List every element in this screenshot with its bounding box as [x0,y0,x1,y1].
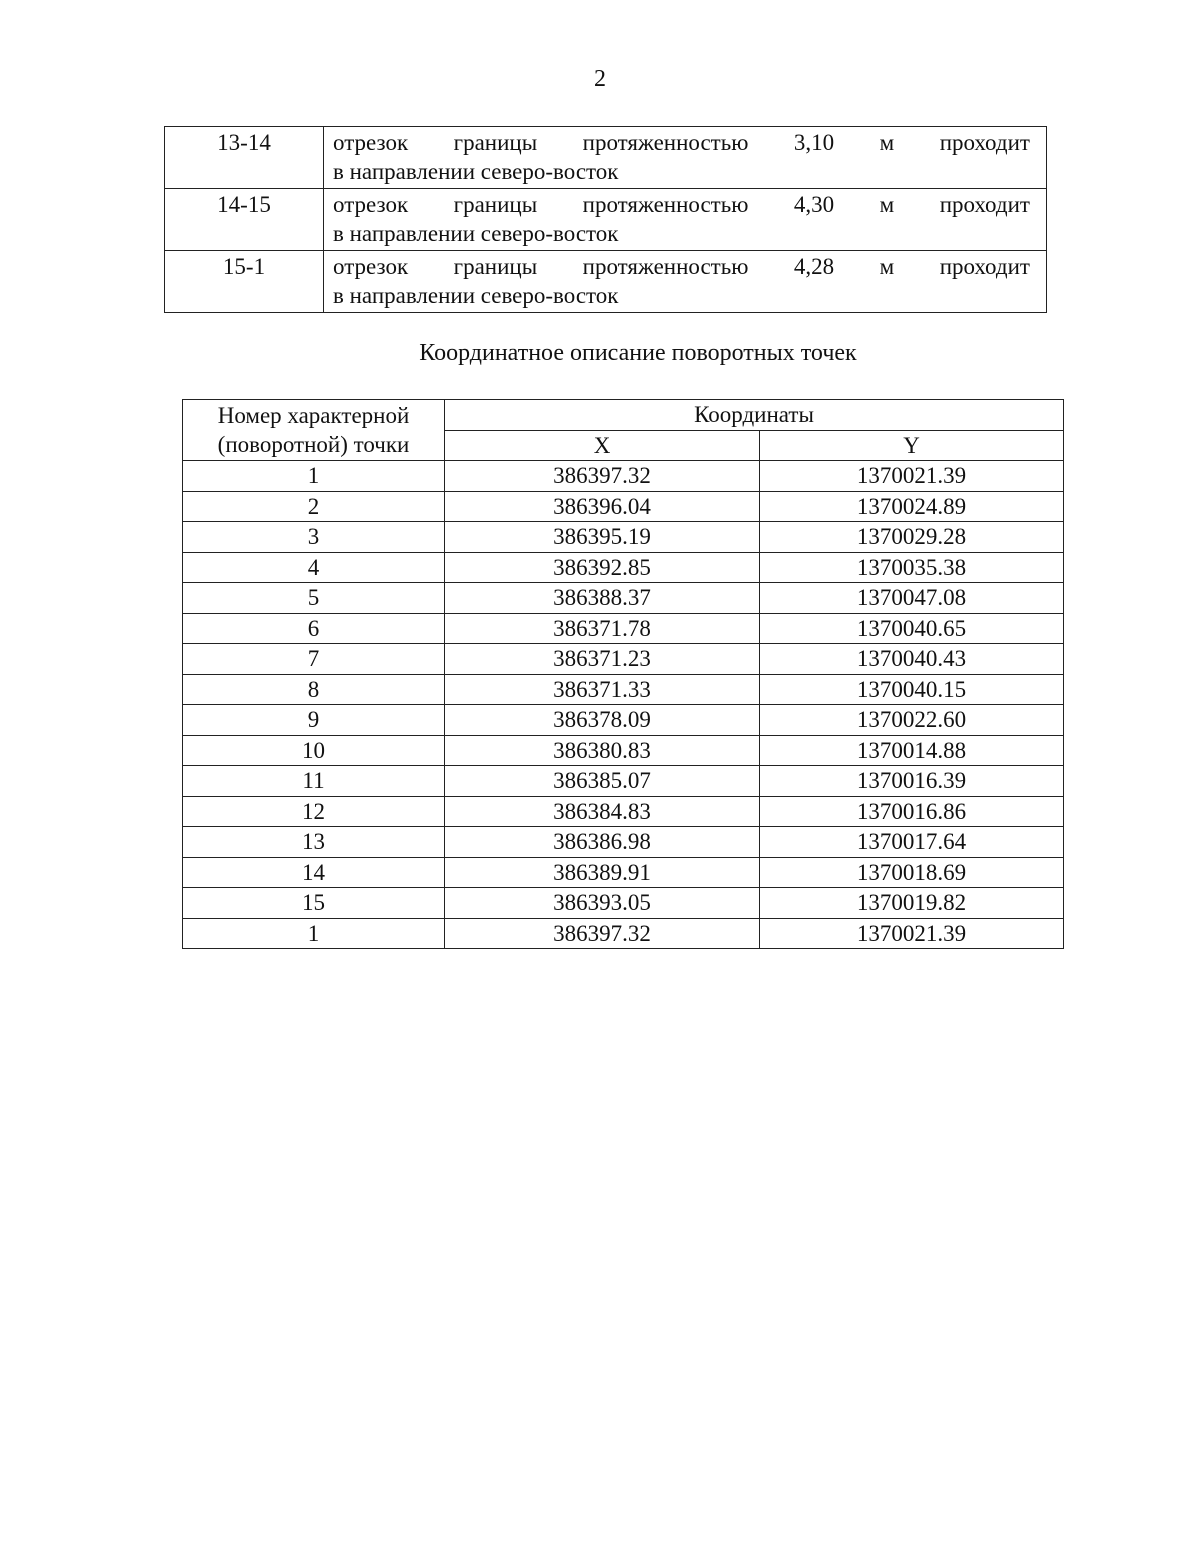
page-number: 2 [594,66,606,92]
x-coordinate-cell: 386386.98 [445,827,760,858]
y-coordinate-cell: 1370014.88 [760,735,1064,766]
segment-id: 13-14 [165,127,324,189]
y-coordinate-cell: 1370017.64 [760,827,1064,858]
segment-length: 4,30 [793,192,835,217]
x-coordinate-cell: 386371.23 [445,644,760,675]
y-coordinate-cell: 1370035.38 [760,552,1064,583]
point-number-cell: 11 [183,766,445,797]
point-number-cell: 9 [183,705,445,736]
table-row [183,827,1064,858]
table-row [183,857,1064,888]
x-coordinate-cell: 386396.04 [445,491,760,522]
table-row [165,189,1047,251]
coordinates-header: Координаты [445,400,1064,431]
point-number-cell: 1 [183,461,445,492]
x-column-header: X [445,430,760,461]
table-row [183,735,1064,766]
table-row [183,491,1064,522]
point-number-header [183,400,445,461]
segment-id: 14-15 [165,189,324,251]
segment-unit: м [879,192,895,217]
table-header-row [183,400,1064,431]
point-number-header-line1: Номер характерной [217,403,410,428]
coordinates-body [183,461,1064,949]
segment-word: протяженностью [582,254,749,279]
segment-description [324,127,1047,189]
segment-word: отрезок [333,254,409,279]
y-coordinate-cell: 1370047.08 [760,583,1064,614]
point-number-cell: 8 [183,674,445,705]
segment-word: границы [453,192,538,217]
point-number-cell: 4 [183,552,445,583]
segment-word: проходит [939,192,1030,217]
segment-word: границы [453,254,538,279]
x-coordinate-cell: 386395.19 [445,522,760,553]
x-coordinate-cell: 386371.33 [445,674,760,705]
table-row [183,674,1064,705]
y-coordinate-cell: 1370019.82 [760,888,1064,919]
y-coordinate-cell: 1370018.69 [760,857,1064,888]
table-row [183,888,1064,919]
segment-word: проходит [939,130,1030,155]
point-number-cell: 1 [183,918,445,949]
y-coordinate-cell: 1370016.39 [760,766,1064,797]
point-number-cell: 5 [183,583,445,614]
section-title: Координатное описание поворотных точек [419,340,857,366]
table-row [183,522,1064,553]
segment-word: протяженностью [582,130,749,155]
table-row [183,461,1064,492]
table-row [183,796,1064,827]
x-coordinate-cell: 386393.05 [445,888,760,919]
segment-word: границы [453,130,538,155]
boundary-segments-table [164,126,1047,313]
point-number-cell: 14 [183,857,445,888]
point-number-cell: 13 [183,827,445,858]
point-number-cell: 10 [183,735,445,766]
x-coordinate-cell: 386388.37 [445,583,760,614]
segment-direction: в направлении северо-восток [333,159,619,184]
x-coordinate-cell: 386397.32 [445,918,760,949]
table-row [183,552,1064,583]
x-coordinate-cell: 386380.83 [445,735,760,766]
table-row [183,583,1064,614]
table-row [183,644,1064,675]
table-row [183,766,1064,797]
table-row [183,613,1064,644]
x-coordinate-cell: 386385.07 [445,766,760,797]
point-number-cell: 7 [183,644,445,675]
point-number-cell: 2 [183,491,445,522]
point-number-cell: 3 [183,522,445,553]
segment-direction: в направлении северо-восток [333,221,619,246]
segment-id: 15-1 [165,251,324,313]
point-number-header-line2: (поворотной) точки [217,432,410,457]
segment-direction: в направлении северо-восток [333,283,619,308]
segment-word: отрезок [333,130,409,155]
segment-description [324,251,1047,313]
x-coordinate-cell: 386378.09 [445,705,760,736]
segment-word: проходит [939,254,1030,279]
y-coordinate-cell: 1370021.39 [760,461,1064,492]
segment-unit: м [879,254,895,279]
segment-word: отрезок [333,192,409,217]
x-coordinate-cell: 386392.85 [445,552,760,583]
point-number-cell: 12 [183,796,445,827]
y-coordinate-cell: 1370029.28 [760,522,1064,553]
segment-length: 4,28 [793,254,835,279]
point-number-cell: 6 [183,613,445,644]
y-coordinate-cell: 1370040.65 [760,613,1064,644]
x-coordinate-cell: 386384.83 [445,796,760,827]
y-coordinate-cell: 1370024.89 [760,491,1064,522]
y-column-header: Y [760,430,1064,461]
x-coordinate-cell: 386397.32 [445,461,760,492]
x-coordinate-cell: 386389.91 [445,857,760,888]
table-row [183,705,1064,736]
y-coordinate-cell: 1370040.15 [760,674,1064,705]
table-row [165,251,1047,313]
y-coordinate-cell: 1370021.39 [760,918,1064,949]
point-number-cell: 15 [183,888,445,919]
segment-unit: м [879,130,895,155]
y-coordinate-cell: 1370040.43 [760,644,1064,675]
y-coordinate-cell: 1370022.60 [760,705,1064,736]
coordinates-table [182,399,1064,949]
y-coordinate-cell: 1370016.86 [760,796,1064,827]
segment-word: протяженностью [582,192,749,217]
segment-length: 3,10 [793,130,835,155]
segment-description [324,189,1047,251]
table-row [183,918,1064,949]
table-row [165,127,1047,189]
x-coordinate-cell: 386371.78 [445,613,760,644]
